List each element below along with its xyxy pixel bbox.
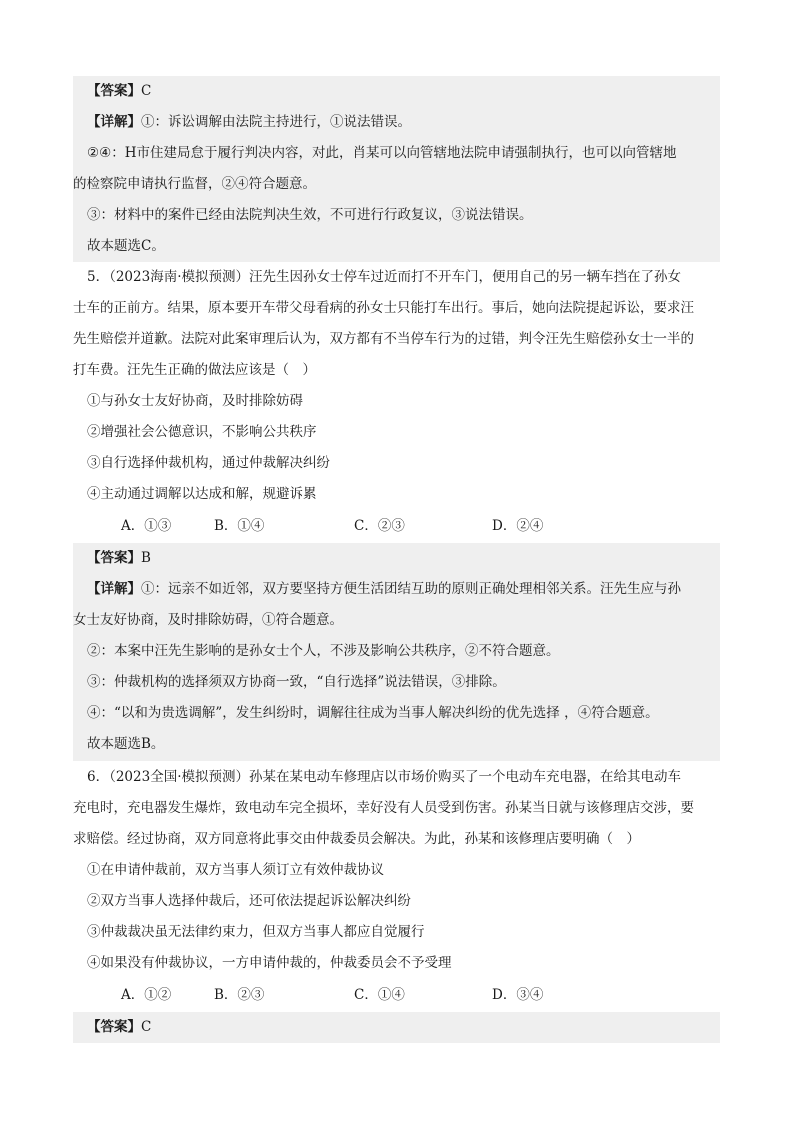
option-d: D．②④	[492, 518, 544, 534]
q4-detail-line	[73, 107, 720, 138]
answer-value: C	[141, 83, 152, 99]
q5-detail-line: 女士友好协商，及时排除妨碍，①符合题意。	[73, 612, 343, 628]
q6-question	[73, 762, 720, 1012]
q5-detail-line: ③：仲裁机构的选择须双方协商一致，“自行选择”说法错误，③排除。	[87, 674, 506, 690]
q4-detail-line: ③：材料中的案件已经由法院判决生效，不可进行行政复议，③说法错误。	[87, 207, 533, 223]
q5-question	[73, 262, 720, 543]
option-b: B．①④	[214, 518, 265, 534]
q6-statement: ④如果没有仲裁协议，一方申请仲裁的，仲裁委员会不予受理	[87, 955, 452, 971]
answer-label: 【答案】	[87, 1019, 141, 1035]
answer-label: 【答案】	[87, 83, 141, 99]
q5-statement: ②增强社会公德意识，不影响公共秩序	[87, 424, 317, 440]
q5-stem-line: 先生赔偿并道歉。法院对此案审理后认为，双方都有不当停车行为的过错，判令汪先生赔偿孙女士一半的	[73, 331, 694, 347]
option-a: A．①③	[121, 518, 172, 534]
q6-answer-block	[73, 1012, 720, 1043]
q6-stem-line: 充电时，充电器发生爆炸，致电动车完全损坏，幸好没有人员受到伤害。孙某当日就与该修理店交涉，要	[73, 800, 694, 816]
q6-statement: ①在申请仲裁前，双方当事人须订立有效仲裁协议	[87, 862, 384, 878]
q6-statement: ③仲裁裁决虽无法律约束力，但双方当事人都应自觉履行	[87, 924, 425, 940]
q6-answer-line	[73, 1012, 720, 1043]
q6-options	[73, 980, 768, 1011]
answer-label: 【答案】	[87, 550, 141, 566]
q4-answer-line	[73, 76, 720, 107]
detail-label: 【详解】	[87, 114, 141, 130]
q5-statement: ①与孙女士友好协商，及时排除妨碍	[87, 393, 303, 409]
q5-stem-line: 打车费。汪先生正确的做法应该是（ ）	[73, 362, 316, 378]
q5-conclusion-line: 故本题选B。	[87, 736, 165, 752]
q5-detail-line	[73, 574, 720, 605]
q5-statement: ④主动通过调解以达成和解，规避诉累	[87, 486, 317, 502]
q4-detail-line: 的检察院申请执行监督，②④符合题意。	[73, 176, 316, 192]
q4-conclusion-line: 故本题选C。	[87, 238, 165, 254]
option-a: A．①②	[121, 987, 172, 1003]
detail-text: ①：诉讼调解由法院主持进行，①说法错误。	[141, 114, 411, 130]
option-c: C．②③	[354, 518, 405, 534]
q5-stem-line: 5．（2023海南·模拟预测）汪先生因孙女士停车过近而打不开车门，便用自己的另一辆车挡在了孙女	[87, 269, 681, 285]
detail-label: 【详解】	[87, 581, 141, 597]
answer-value: C	[141, 1019, 152, 1035]
q5-answer-line	[73, 543, 720, 574]
q5-options	[73, 511, 768, 542]
q5-answer-block	[73, 543, 720, 761]
option-c: C．①④	[354, 987, 405, 1003]
q6-statement: ②双方当事人选择仲裁后，还可依法提起诉讼解决纠纷	[87, 893, 411, 909]
option-d: D．③④	[492, 987, 544, 1003]
q5-detail-line: ④：“以和为贵选调解”，发生纠纷时，调解往往成为当事人解决纠纷的优先选择 ，④符合题意。	[87, 705, 659, 721]
q6-stem-line: 求赔偿。经过协商，双方同意将此事交由仲裁委员会解决。为此，孙某和该修理店要明确（ ）	[73, 831, 640, 847]
q5-statement: ③自行选择仲裁机构，通过仲裁解决纠纷	[87, 455, 330, 471]
option-b: B．②③	[214, 987, 265, 1003]
answer-value: B	[141, 550, 151, 566]
q5-stem-line: 士车的正前方。结果，原本要开车带父母看病的孙女士只能打车出行。事后，她向法院提起诉讼，要求汪	[73, 300, 694, 316]
q4-answer-block	[73, 76, 720, 262]
q6-stem-line: 6．（2023全国·模拟预测）孙某在某电动车修理店以市场价购买了一个电动车充电器，在给其电动车	[87, 769, 681, 785]
detail-text: ①：远亲不如近邻，双方要坚持方便生活团结互助的原则正确处理相邻关系。汪先生应与孙	[141, 581, 681, 597]
q5-detail-line: ②：本案中汪先生影响的是孙女士个人，不涉及影响公共秩序，②不符合题意。	[87, 643, 560, 659]
q4-detail-line: ②④：H市住建局怠于履行判决内容，对此，肖某可以向管辖地法院申请强制执行，也可以向管辖地	[87, 145, 677, 161]
